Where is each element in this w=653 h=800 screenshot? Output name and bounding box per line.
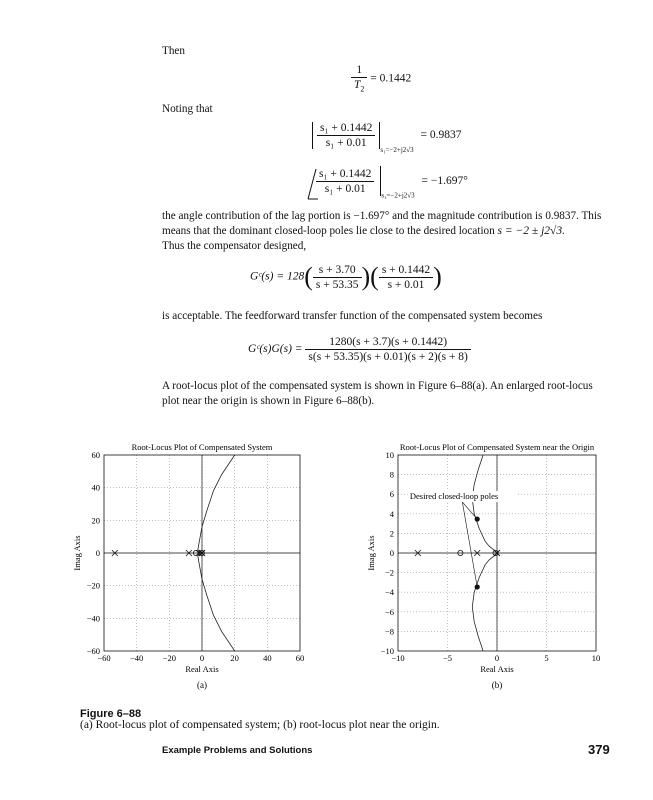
compensator-equation: Gᶜ(s) = 128( $\frac{s + 3.70}{s + 53.35}$ )( $\frac{s + 0.1442}{s + 0.01}$ ) [250, 262, 442, 291]
eq-one-over-t2: $\frac{1}{T_2}$ = 0.1442 [351, 64, 411, 93]
y-tick-label: 10 [385, 450, 394, 460]
x-tick-label: 0 [494, 653, 500, 663]
chart-title: Root-Locus Plot of Compensated System near the Origin [399, 442, 595, 452]
chart-title: Root-Locus Plot of Compensated System [131, 442, 273, 452]
y-tick-label: −6 [384, 606, 394, 617]
chart-caption: (b) [491, 680, 503, 690]
x-tick-label: −10 [391, 653, 405, 663]
figure-label: Figure 6–88 [80, 708, 142, 720]
y-tick-label: 8 [389, 469, 394, 480]
x-tick-label: 10 [591, 653, 601, 663]
footer-title: Example Problems and Solutions [162, 745, 313, 756]
magnitude-equation: $\frac{\text{s₁ + 0.1442}}{\text{s₁ + 0.01}}$ $_{s_1=-2+j2√3}$ = 0.9837 [312, 122, 462, 154]
chart-b [366, 442, 600, 690]
x-axis-label: Real Axis [480, 664, 514, 674]
y-tick-label: 0 [389, 548, 394, 558]
annotation-leader [462, 502, 477, 587]
y-axis-label: Imag Axis [366, 535, 376, 571]
annotation-text: Desired closed-loop poles [409, 491, 499, 502]
figure-caption: (a) Root-locus plot of compensated system; (b) root-locus plot near the origin. [80, 719, 440, 731]
y-tick-label: 40 [91, 482, 100, 493]
y-tick-label: 6 [389, 489, 394, 500]
y-tick-label: −4 [384, 587, 394, 598]
y-tick-label: −20 [86, 580, 100, 591]
paragraph-1: the angle contribution of the lag portion is −1.697° and the magnitude contribution is 0.9837. This means that the dominant closed-loop poles lie close to the desired location s = −2 ± j2√3. Thus the compensator designed, [162, 210, 602, 252]
y-tick-label: 60 [91, 450, 100, 460]
y-tick-label: −40 [86, 613, 100, 624]
then-text: Then [162, 45, 185, 57]
page-number: 379 [588, 742, 610, 757]
y-tick-label: 2 [389, 528, 394, 539]
y-tick-label: −60 [86, 646, 100, 656]
x-tick-label: −5 [442, 653, 453, 663]
paragraph-3: A root-locus plot of the compensated system is shown in Figure 6–88(a). An enlarged root-locus plot near the origin is shown in Figure 6–88(b). [162, 380, 593, 407]
noting-that-text: Noting that [162, 103, 213, 115]
x-tick-label: 60 [295, 653, 305, 663]
y-tick-label: −8 [384, 626, 394, 637]
y-tick-label: 20 [91, 515, 100, 526]
y-tick-label: 4 [389, 508, 394, 519]
chart-caption: (a) [197, 680, 207, 690]
figure-6-88 [0, 430, 653, 700]
y-tick-label: −2 [384, 567, 394, 578]
locus-branch [472, 455, 497, 553]
locus-branch [198, 553, 235, 651]
x-tick-label: −60 [97, 653, 111, 663]
x-tick-label: −40 [130, 653, 144, 663]
y-tick-label: 0 [95, 548, 100, 558]
y-axis-label: Imag Axis [72, 535, 82, 571]
paragraph-2: is acceptable. The feedforward transfer function of the compensated system becomes [162, 310, 543, 322]
x-tick-label: 0 [199, 653, 205, 663]
x-tick-label: 5 [544, 653, 549, 663]
locus-branch [198, 455, 235, 553]
feedforward-equation: Gᶜ(s)G(s) = $\frac{1280(s + 3.7)(s + 0.1442)}{s(s + 53.35)(s + 0.01)(s + 2)(s + 8)}$ [248, 336, 471, 363]
angle-equation: $\frac{\text{s₁ + 0.1442}}{\text{s₁ + 0.01}}$ $_{s_1=-2+j2√3}$ = −1.697° [306, 166, 468, 200]
y-tick-label: −10 [380, 646, 394, 656]
x-tick-label: 20 [230, 653, 239, 663]
x-tick-label: −20 [162, 653, 176, 663]
locus-branch [472, 553, 497, 651]
chart-a [72, 442, 304, 690]
x-tick-label: 40 [263, 653, 272, 663]
x-axis-label: Real Axis [185, 664, 219, 674]
